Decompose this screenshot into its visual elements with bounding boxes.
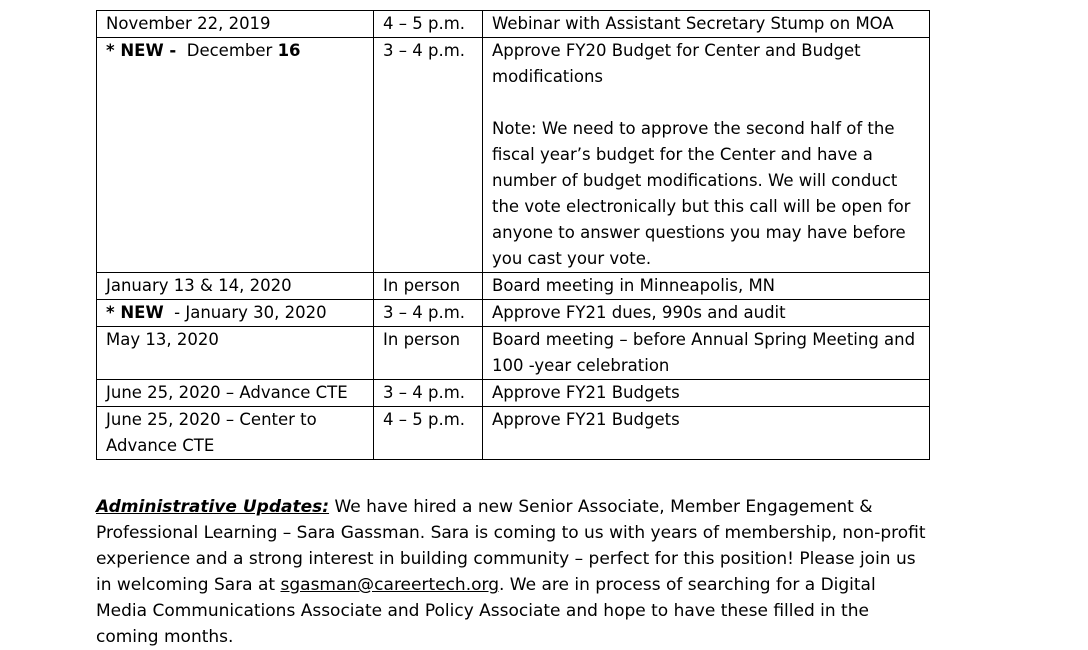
- section-heading: Administrative Updates:: [96, 497, 330, 517]
- table-row: [97, 273, 930, 300]
- time-cell: 3 – 4 p.m.: [374, 300, 483, 327]
- date-cell: January 13 & 14, 2020: [97, 273, 374, 300]
- time-cell: 4 – 5 p.m.: [374, 11, 483, 38]
- description-note: Note: We need to approve the second half of the fiscal year’s budget for the Center and have a number of budget modifications. We will conduct the vote electronically but this call will be open for anyone to answer questions you may have before you cast your vote.: [492, 119, 911, 268]
- time-cell: 4 – 5 p.m.: [374, 407, 483, 460]
- description-text: Approve FY20 Budget for Center and Budget modifications: [492, 41, 861, 86]
- date-day: 16: [277, 41, 301, 60]
- date-cell: June 25, 2020 – Advance CTE: [97, 380, 374, 407]
- description-cell: Approve FY21 Budgets: [483, 380, 930, 407]
- paragraph-text: . We are in process of searching for a Digital Media Communications Associate and Policy Associate and hope to have these filled in the coming months.: [96, 575, 876, 647]
- date-cell: November 22, 2019: [97, 11, 374, 38]
- new-label: * NEW -: [106, 41, 177, 60]
- date-cell: [97, 38, 374, 273]
- description-cell: Approve FY21 Budgets: [483, 407, 930, 460]
- administrative-updates-paragraph: [96, 494, 926, 650]
- date-text: December: [186, 41, 278, 60]
- description-cell: Board meeting in Minneapolis, MN: [483, 273, 930, 300]
- description-cell: [483, 38, 930, 273]
- description-cell: Approve FY21 dues, 990s and audit: [483, 300, 930, 327]
- table-row: [97, 300, 930, 327]
- time-cell: 3 – 4 p.m.: [374, 38, 483, 273]
- date-cell: [97, 300, 374, 327]
- date-cell: May 13, 2020: [97, 327, 374, 380]
- paragraph-text: We have hired a new Senior Associate, Member Engagement & Professional Learning – Sara Gassman. Sara is coming to us with years of membership, non-profit experience and a strong interest in building community – perfect for this position! Please join us in welcoming Sara at: [96, 497, 926, 595]
- table-row: [97, 38, 930, 273]
- table-row: [97, 11, 930, 38]
- time-cell: In person: [374, 273, 483, 300]
- date-text: - January 30, 2020: [174, 303, 327, 322]
- meeting-schedule-table: [96, 10, 930, 460]
- table-row: [97, 407, 930, 460]
- time-cell: In person: [374, 327, 483, 380]
- description-cell: Board meeting – before Annual Spring Meeting and 100 -year celebration: [483, 327, 930, 380]
- new-label: * NEW: [106, 303, 164, 322]
- table-row: [97, 327, 930, 380]
- email-link[interactable]: sgasman@careertech.org: [280, 575, 499, 595]
- table-row: [97, 380, 930, 407]
- time-cell: 3 – 4 p.m.: [374, 380, 483, 407]
- description-cell: Webinar with Assistant Secretary Stump on MOA: [483, 11, 930, 38]
- date-cell: June 25, 2020 – Center to Advance CTE: [97, 407, 374, 460]
